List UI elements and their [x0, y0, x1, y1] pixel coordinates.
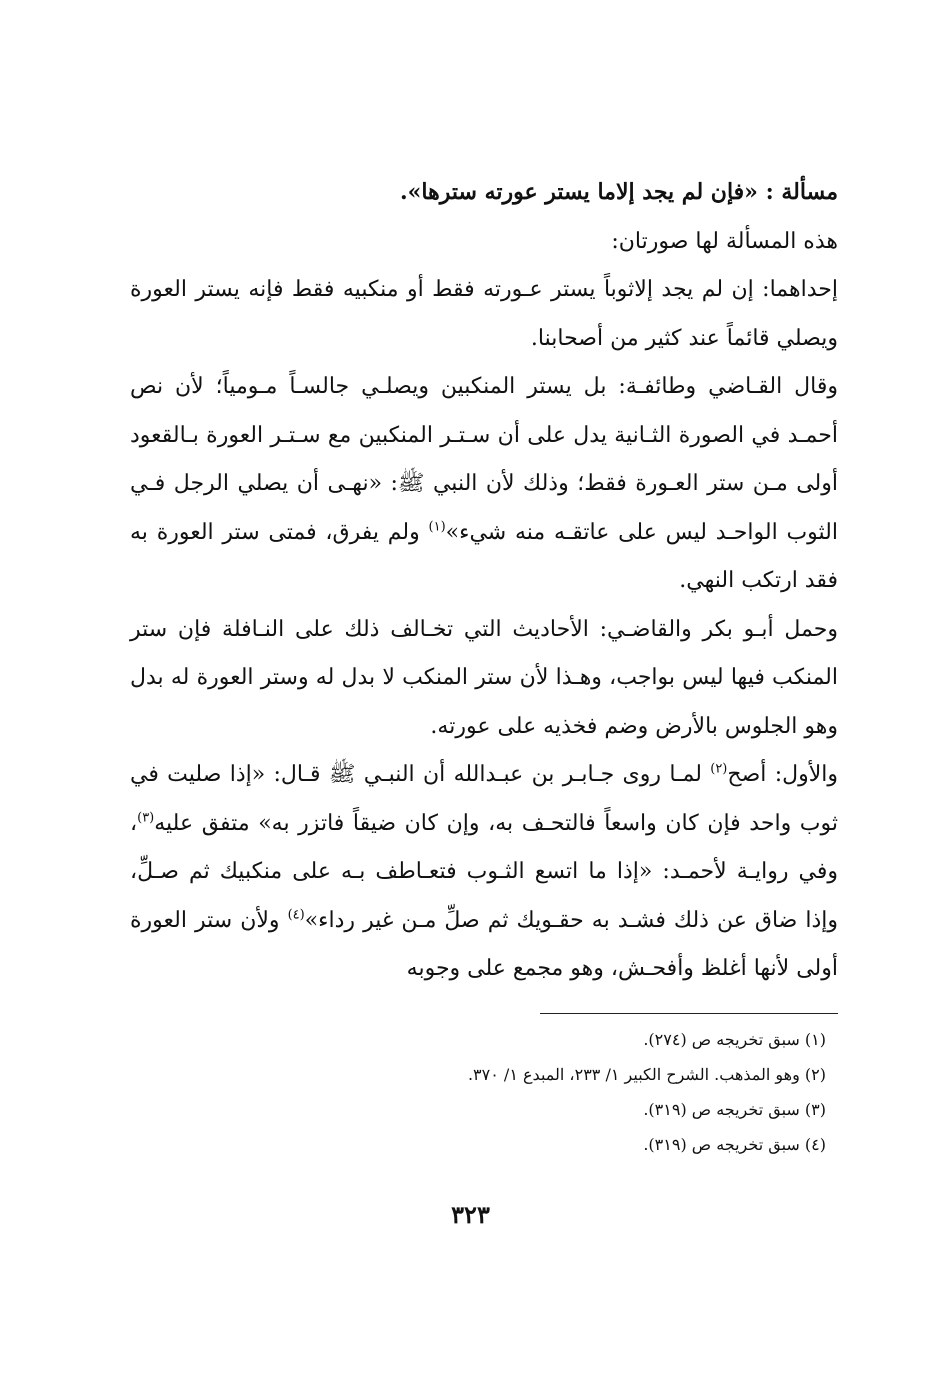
paragraph-abu-bakr: وحمل أبـو بكر والقاضـي: الأحاديث التي تخـالف ذلك على النـافلة فإن ستر المنكب فيها ليس بواجب، وهـذا لأن ستر المنكب لا بدل له وستر العورة له بدل وهو الجلوس بالأرض وضم فخذيه على عورته.: [130, 616, 838, 739]
ahmad-narration: ، وفي روايـة لأحمـد: «إذا ما اتسع الثـوب فتعـاطف بـه على منكبيك ثم صـلِّ، وإذا ضاق عن ذلك فشـد به حقـويك ثم صلِّ مـن غير رداء»: [130, 810, 838, 933]
qadi-opinion-text: وقال القـاضي وطائفـة: بل يستر المنكبين ويصلـي جالسـاً مـومياً؛ لأن نص أحمـد في الصورة الثـانية يدل على أن سـتـر المنكبين مع سـتـر العورة بـالقعود أولى مـن ستر العـورة فقط؛ وذلك لأن النبي ﷺ: «نهـى أن يصلي الرجل فـي الثوب الواحـد ليس على عاتقـه منه شيء»: [130, 374, 838, 545]
footnote-ref-3[interactable]: (٣): [137, 810, 155, 826]
closing-sentence: ولأن ستر العورة أولى لأنها أغلظ وأفحـش، وهو مجمع على وجوبه: [130, 907, 838, 981]
footnote-2: (٢) وهو المذهب. الشرح الكبير ١/ ٢٣٣، المبدع ١/ ٣٧٠.: [467, 1065, 826, 1084]
issue-label: مسألة :: [757, 179, 838, 205]
footnote-1: (١) سبق تخريجه ص (٢٧٤).: [643, 1030, 826, 1049]
paragraph-preferred: [130, 751, 838, 994]
footnote-ref-2[interactable]: (٢): [710, 761, 728, 777]
footnote-4: (٤) سبق تخريجه ص (٣١٩).: [643, 1135, 826, 1154]
qadi-opinion-continued: ولم يفرق، فمتى ستر العورة به فقد ارتكب النهي.: [130, 519, 838, 593]
paragraph-qadi-opinion: [130, 363, 838, 606]
issue-heading: [130, 168, 838, 218]
footnote-ref-1[interactable]: (١): [428, 519, 446, 535]
issue-quote: «فإن لم يجد إلاما يستر عورته سترها».: [400, 179, 758, 205]
paragraph-first-form: إحداهما: إن لم يجد إلاثوباً يستر عـورته فقط أو منكبيه فقط فإنه يستر العورة ويصلي قائماً عند كثير من أصحابنا.: [130, 277, 838, 351]
page-number: ٣٢٣: [451, 1200, 490, 1229]
footnotes: [130, 1022, 826, 1162]
jabir-hadith: لمـا روى جـابـر بن عبـدالله أن النبـي ﷺ قـال: «إذا صليت في ثوب واحد فإن كان واسعاً فالتحـف به، وإن كان ضيقاً فاتزر به» متفق عليه: [130, 762, 838, 836]
footnote-divider: [540, 1013, 838, 1014]
main-text: [130, 168, 838, 994]
footnote-3: (٣) سبق تخريجه ص (٣١٩).: [643, 1100, 826, 1119]
preferred-label: والأول: أصح: [727, 762, 838, 787]
paragraph-intro: هذه المسألة لها صورتان:: [611, 228, 838, 254]
footnote-ref-4[interactable]: (٤): [287, 907, 305, 923]
